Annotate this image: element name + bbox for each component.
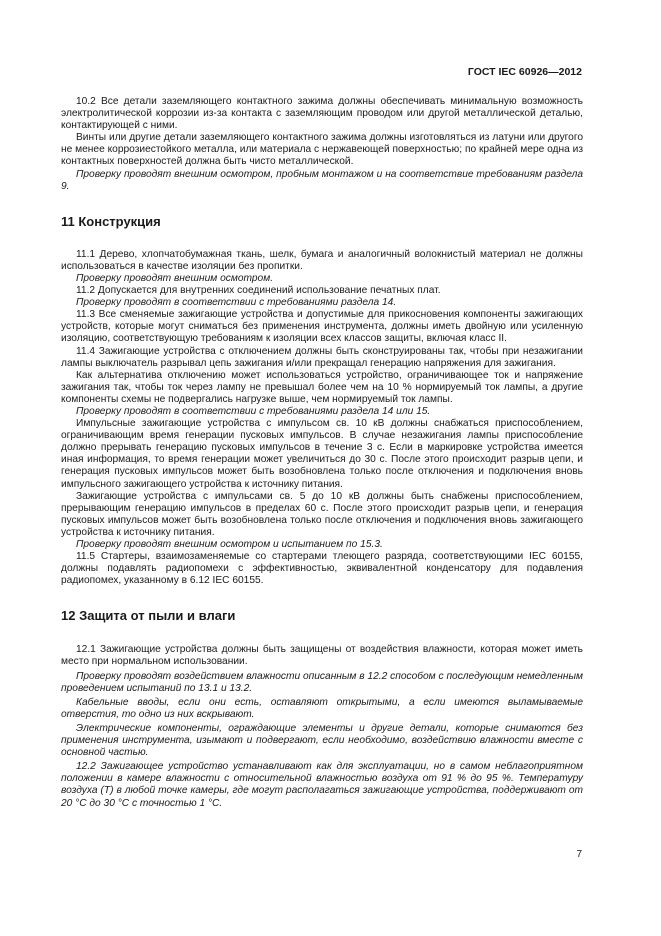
paragraph-italic: 12.2 Зажигающее устройство устанавливают как для эксплуатации, но в самом неблагоприятном положении в камере влажности с относительной влажностью воздуха от 91 % до 95 %. Температуру воздуха (T) в любой точке камеры, где могут располагаться зажигающие устройства, поддерживают от 20 °С до 30 °С с точностью 1 °С. (61, 761, 583, 809)
paragraph: Винты или другие детали заземляющего контактного зажима должны изготовляться из латуни или другого не менее коррозиестойкого металла, или материала с нержавеющей поверхностью; по крайней мере одна из контактных поверхностей должна быть чисто металлической. (61, 132, 583, 168)
paragraph: 11.3 Все сменяемые зажигающие устройства и допустимые для прикосновения компоненты зажигающих устройств, которые могут сниматься без применения инструмента, должны иметь двойную или усиленную изоляцию, соответствующую требованиям к изоляции всех классов защиты, включая класс II. (61, 309, 583, 345)
paragraph-italic: Проверку проводят внешним осмотром. (76, 272, 274, 284)
paragraph: 11.4 Зажигающие устройства с отключением должны быть сконструированы так, чтобы при незажигании лампы выключатель разрывал цепь зажигания и/или прекращал генерацию напряжения для зажигания. (61, 345, 583, 369)
paragraph: Зажигающие устройства с импульсами св. 5 до 10 кВ должны быть снабжены приспособлением, прерывающим генерацию импульсов в пределах 60 с. После этого происходит разрыв цепи, и генерация пусковых импульсов может быть возобновлена только после отключения и подключения вновь зажигающего устройства к источнику питания. (61, 490, 583, 538)
section-11-heading: 11 Конструкция (61, 213, 161, 229)
paragraph: 11.1 Дерево, хлопчатобумажная ткань, шелк, бумага и аналогичный волокнистый материал не должны использоваться в качестве изоляции без пропитки. (61, 248, 583, 272)
paragraph-italic: Кабельные вводы, если они есть, оставляют открытыми, а если имеются выламываемые отверстия, то одно из них вскрывают. (61, 696, 583, 720)
section-10-continuation (61, 96, 583, 193)
paragraph: Как альтернатива отключению может использоваться устройство, ограничивающее ток и напряжение зажигания так, чтобы ток через лампу не превышал более чем на 10 % нормируемый ток лампы, а другие компоненты схемы не подвергались нагрузке выше, чем нормируемый ток лампы. (61, 369, 583, 405)
paragraph: 11.2 Допускается для внутренних соединений использование печатных плат. (76, 285, 441, 297)
section-11-body (61, 249, 583, 588)
paragraph-italic: Проверку проводят воздействием влажности описанным в 12.2 способом с последующим немедленным проведением испытаний по 13.1 и 13.2. (61, 670, 583, 694)
section-12-heading: 12 Защита от пыли и влаги (61, 608, 236, 624)
paragraph-italic: Электрические компоненты, ограждающие элементы и другие детали, которые снимаются без применения инструмента, изымают и подвергают, если необходимо, воздействию влажности вместе с основной частью. (61, 722, 583, 759)
paragraph-italic: Проверку проводят внешним осмотром, пробным монтажом и на соответствие требованиям раздела 9. (61, 168, 583, 192)
paragraph: Импульсные зажигающие устройства с импульсом св. 10 кВ должны снабжаться приспособлением, ограничивающим время генерации пусковых импульсов. В случае незажигания лампы приспособление должно прерывать генерацию пусковых импульсов в течение 3 с. Если в маркировке устройства имеется иная информация, то время генерации может увеличиться до 30 с. После этого происходит разрыв цепи, и генерация пусковых импульсов может быть возобновлена только после отключения и подключения вновь импульсного зажигающего устройства к источнику питания. (61, 418, 583, 490)
paragraph: 12.1 Зажигающие устройства должны быть защищены от воздействия влажности, которая может иметь место при нормальном использовании. (61, 644, 583, 668)
paragraph-italic: Проверку проводят внешним осмотром и испытанием по 15.3. (76, 539, 383, 550)
page-body (61, 96, 583, 810)
document-header: ГОСТ IEC 60926—2012 (467, 66, 582, 78)
page-number: 7 (576, 849, 582, 860)
paragraph-italic: Проверку проводят в соответствии с требованиями раздела 14. (76, 297, 397, 309)
section-12-body (61, 644, 583, 809)
paragraph: 10.2 Все детали заземляющего контактного зажима должны обеспечивать минимальную возможность электролитической коррозии из-за контакта с заземляющим проводом или другой металлической деталью, контактирующей с ними. (61, 96, 583, 132)
paragraph: 11.5 Стартеры, взаимозаменяемые со стартерами тлеющего разряда, соответствующими IEC 60155, должны подавлять радиопомехи с эффективностью, эквивалентной конденсатору для подавления радиопомех, указанному в 6.12 IEC 60155. (61, 551, 583, 587)
paragraph-italic: Проверку проводят в соответствии с требованиями раздела 14 или 15. (76, 405, 431, 417)
